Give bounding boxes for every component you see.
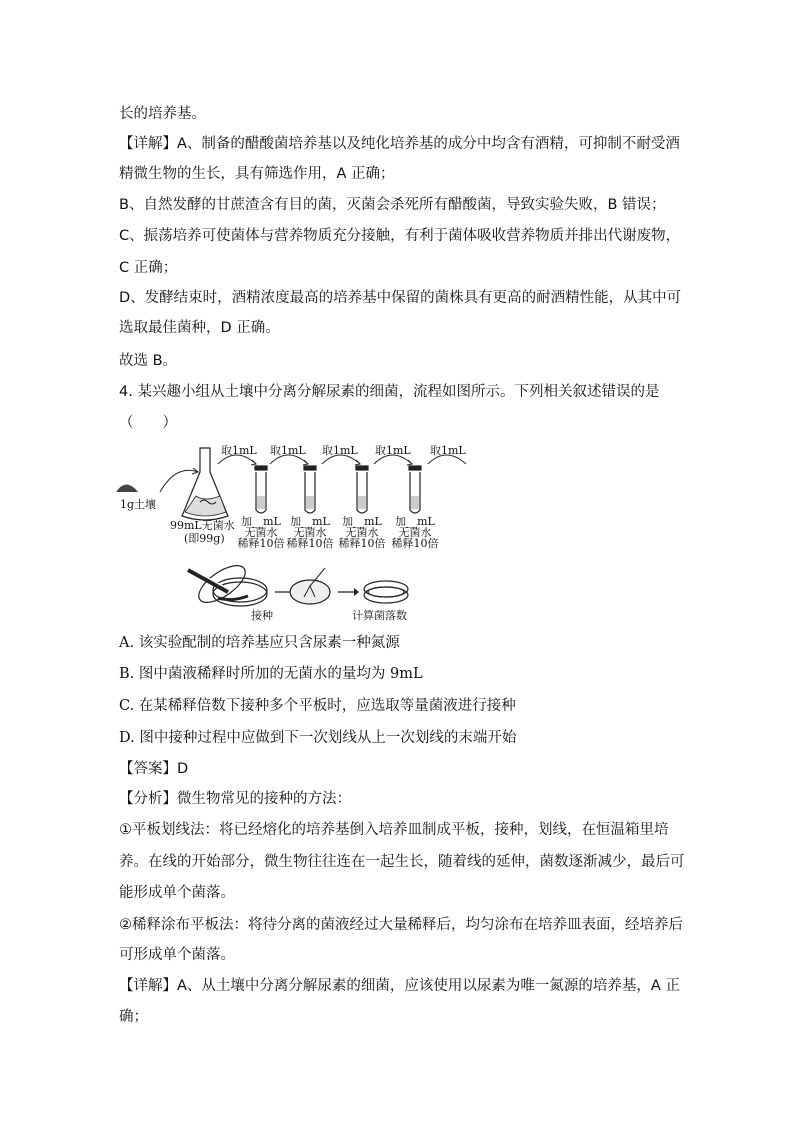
detail-conclusion: 故选 B。	[119, 353, 178, 369]
transfer-label: 取1mL	[430, 444, 466, 457]
analysis-line: ①平板划线法：将已经熔化的培养基倒入培养皿制成平板，接种，划线，在恒温箱里培	[119, 822, 669, 838]
flask-label: 99mL无菌水	[170, 519, 235, 532]
count-label: 计算菌落数	[352, 609, 407, 622]
tube-label: 无菌水	[398, 526, 432, 539]
analysis-line: ②稀释涂布平板法：将待分离的菌液经过大量稀释后，均匀涂布在培养皿表面，经培养后	[119, 917, 683, 933]
paragraph-continuation: 长的培养基。	[119, 106, 206, 122]
transfer-label: 取1mL	[375, 444, 411, 457]
option-b: B. 图中菌液稀释时所加的无菌水的量均为 9mL	[119, 666, 423, 682]
experiment-flow-figure	[110, 412, 490, 624]
detail-line: 【详解】A、从土壤中分离分解尿素的细菌，应该使用以尿素为唯一氮源的培养基，A 正	[119, 978, 680, 994]
option-a: A. 该实验配制的培养基应只含尿素一种氮源	[119, 635, 400, 651]
detail-line: 确；	[119, 1009, 148, 1025]
count-plate-icon	[364, 581, 408, 603]
tube-label: 无菌水	[244, 526, 278, 539]
tube-label: 加__mL	[342, 515, 382, 528]
question-bracket: （ ）	[119, 415, 177, 431]
detail-line: B、自然发酵的甘蔗渣含有目的菌，灭菌会杀死所有醋酸菌，导致实验失败，B 错误；	[119, 197, 666, 213]
tube-labels	[238, 514, 439, 550]
detail-line: C、振荡培养可使菌体与营养物质充分接触，有利于菌体吸收营养物质并排出代谢废物，	[119, 228, 681, 244]
detail-line: 【详解】A、制备的醋酸菌培养基以及纯化培养基的成分中均含有酒精，可抑制不耐受酒	[119, 136, 680, 152]
tube-label: 无菌水	[345, 526, 379, 539]
inoculate-label: 接种	[251, 609, 273, 622]
flask-icon	[182, 448, 228, 520]
transfer-label: 取1mL	[322, 444, 358, 457]
option-d: D. 图中接种过程中应做到下一次划线从上一次划线的末端开始	[119, 730, 517, 746]
analysis-line: 【分析】微生物常见的接种的方法：	[119, 791, 351, 807]
tube-label: 稀释10倍	[391, 537, 439, 550]
test-tube-icon	[356, 466, 368, 513]
analysis-line: 能形成单个菌落。	[119, 885, 235, 901]
detail-line: D、发酵结束时，酒精浓度最高的培养基中保留的菌株具有更高的耐酒精性能，从其中可	[119, 290, 682, 306]
option-c: C. 在某稀释倍数下接种多个平板时，应选取等量菌液进行接种	[119, 698, 516, 714]
test-tube-icon	[304, 466, 316, 513]
soil-label: 1g土壤	[120, 498, 157, 511]
tube-label: 稀释10倍	[286, 537, 334, 550]
tube-label: 稀释10倍	[338, 537, 386, 550]
test-tubes	[255, 466, 421, 513]
flow-arrowhead	[354, 588, 359, 596]
detail-line: 选取最佳菌种，D 正确。	[119, 320, 280, 336]
petri-dish-icon	[188, 559, 267, 610]
test-tube-icon	[409, 466, 421, 513]
analysis-line: 养。在线的开始部分，微生物往往连在一起生长，随着线的延伸，菌数逐渐减少，最后可	[119, 854, 685, 870]
tube-label: 加__mL	[241, 515, 281, 528]
test-tube-icon	[255, 466, 267, 513]
analysis-line: 可形成单个菌落。	[119, 947, 235, 963]
answer: 【答案】D	[119, 761, 189, 777]
transfer-label: 取1mL	[270, 444, 306, 457]
soil-icon	[116, 485, 138, 493]
question-stem: 4. 某兴趣小组从土壤中分离分解尿素的细菌，流程如图所示。下列相关叙述错误的是	[119, 384, 660, 400]
tube-label: 无菌水	[293, 526, 327, 539]
detail-line: 精微生物的生长，具有筛选作用，A 正确；	[119, 166, 395, 182]
transfer-label: 取1mL	[221, 444, 257, 457]
tube-label: 加__mL	[395, 515, 435, 528]
tube-label: 加__mL	[290, 515, 330, 528]
flask-label-note: (即99g)	[184, 532, 225, 545]
detail-line: C 正确；	[119, 260, 178, 276]
tube-label: 稀释10倍	[237, 537, 285, 550]
streak-plate-icon	[290, 568, 330, 604]
